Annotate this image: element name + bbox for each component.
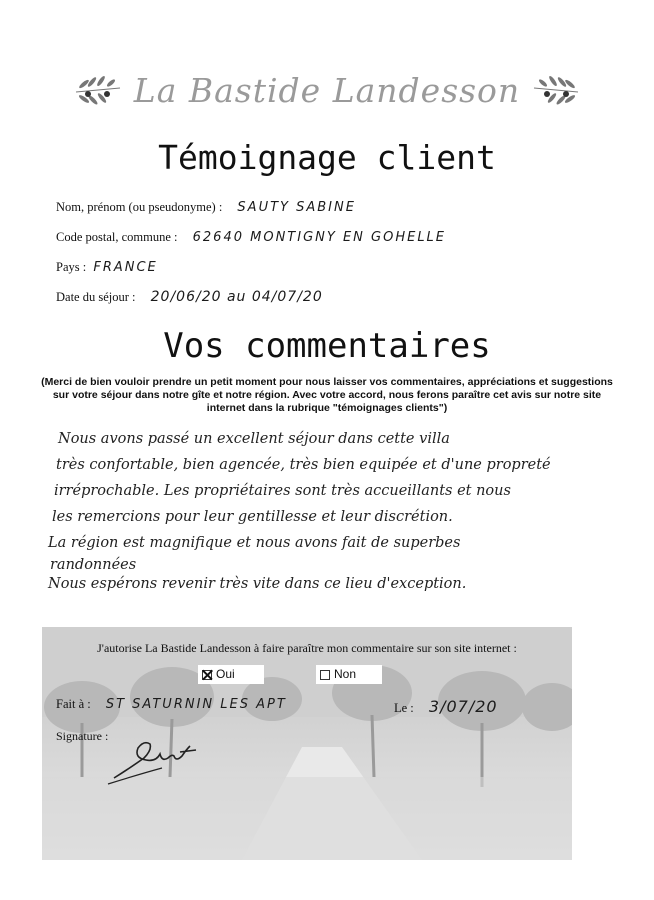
signature-label: Signature : <box>56 729 109 743</box>
country-label: Pays : <box>56 260 87 274</box>
stay-row <box>56 289 323 305</box>
country-row <box>56 260 158 275</box>
date-value: 3/07/20 <box>428 697 498 716</box>
name-label: Nom, prénom (ou pseudonyme) : <box>56 200 223 214</box>
consent-no-label: Non <box>334 667 357 681</box>
consent-no-option[interactable] <box>316 665 382 684</box>
comment-line: La région est magnifique et nous avons fait de superbes <box>48 535 461 551</box>
comment-line: Nous espérons revenir très vite dans ce lieu d'exception. <box>48 576 467 592</box>
stay-value: 20/06/20 au 04/07/20 <box>150 289 323 305</box>
checked-checkbox-icon[interactable] <box>202 670 212 680</box>
comment-line: irréprochable. Les propriétaires sont très accueillants et nous <box>54 483 511 499</box>
date-row <box>394 697 498 716</box>
comment-line: randonnées <box>50 557 137 573</box>
checkbox-icon[interactable] <box>320 670 330 680</box>
place-row <box>56 697 287 712</box>
comment-line: très confortable, bien agencée, très bien equipée et d'une propreté <box>56 457 551 473</box>
name-value: SAUTY SABINE <box>237 200 356 215</box>
place-value: ST SATURNIN LES APT <box>105 697 287 712</box>
date-label: Le : <box>394 701 414 715</box>
postal-row <box>56 230 446 245</box>
consent-yes-label: Oui <box>216 667 235 681</box>
comment-line: Nous avons passé un excellent séjour dans cette villa <box>58 431 450 447</box>
consent-yes-option[interactable] <box>198 665 264 684</box>
name-row <box>56 200 356 215</box>
postal-value: 62640 MONTIGNY EN GOHELLE <box>192 230 447 245</box>
olive-sprig-icon <box>74 70 122 110</box>
handwritten-comments <box>48 426 628 594</box>
signature-mark <box>100 728 220 788</box>
authorization-text: J'autorise La Bastide Landesson à faire paraître mon commentaire sur son site internet : <box>97 641 517 655</box>
comment-line: les remercions pour leur gentillesse et leur discrétion. <box>52 509 453 525</box>
brand-name: La Bastide Landesson <box>133 70 521 110</box>
comments-title: Vos commentaires <box>163 326 491 366</box>
page-title: Témoignage client <box>158 138 496 177</box>
stay-label: Date du séjour : <box>56 290 136 304</box>
olive-sprig-icon <box>532 70 580 110</box>
place-label: Fait à : <box>56 697 91 711</box>
comments-intro: (Merci de bien vouloir prendre un petit moment pour nous laisser vos commentaires, appréciations et suggestions sur votre séjour dans notre gîte et notre région. Avec votre accord, nous ferons paraître cet avis sur notre site internet dans la rubrique "témoignages clients") <box>41 376 613 414</box>
country-value: FRANCE <box>93 260 158 275</box>
postal-label: Code postal, commune : <box>56 230 178 244</box>
brand-header <box>0 66 654 114</box>
